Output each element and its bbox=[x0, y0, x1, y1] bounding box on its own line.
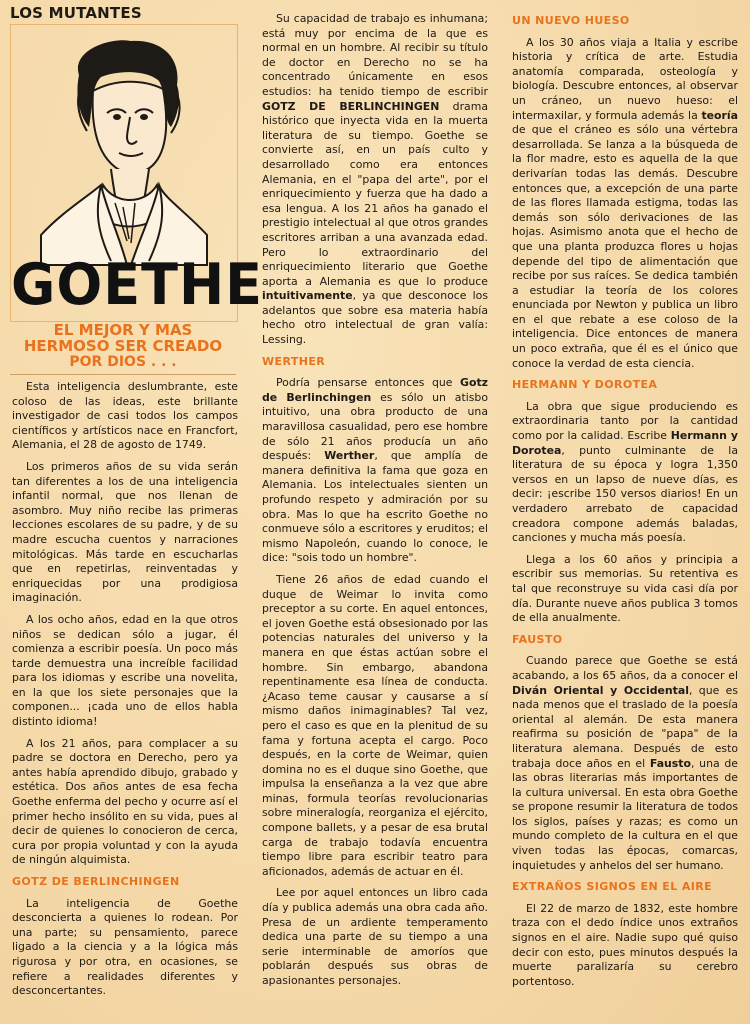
text-run: Podría pensarse entonces que bbox=[276, 376, 461, 390]
subtitle bbox=[10, 322, 236, 370]
paragraph: Lee por aquel entonces un libro cada día y publica además una obra cada año. Presa de un ardiente temperamento dedica una parte de su tiempo a una serie interminable de amoríos que poblarán después sus obras de apasionantes personajes. bbox=[262, 886, 488, 987]
text-run: , punto culminante de la literatura de su época y logra 1,350 versos en un lapso de nueve días, es decir: ¡escribe 150 versos diarios! En un verdadero arrebato de capacidad creadora compone además baladas, canciones y mucha más poesía. bbox=[512, 443, 738, 545]
paragraph: Llega a los 60 años y principia a escribir sus memorias. Su retentiva es tal que reconstruye su vida casi día por día. Durante nueve años publica 3 tomos de ella anualmente. bbox=[512, 552, 738, 625]
subtitle-line: HERMOSO SER CREADO bbox=[23, 337, 223, 355]
portrait-box bbox=[10, 24, 264, 322]
bold-run: Werther bbox=[324, 449, 375, 463]
text-run: , una de las obras literarias más importantes de la cultura universal. En esta obra Goethe se propone resumir la literatura de todos los siglos, países y razas; es como un mundo completo de la cultura en el que viven todas las épocas, comarcas, inquietudes y anhelos del ser humano. bbox=[512, 756, 738, 872]
paragraph bbox=[512, 36, 738, 372]
text-run: A los 30 años viaja a Italia y escribe historia y crítica de arte. Estudia anatomía comparada, osteología y biología. Descubre entonces, al observar un cráneo, un nuevo hueso: el intermaxilar, y formula además la bbox=[512, 35, 738, 122]
bold-run: GOTZ DE BERLINCHINGEN bbox=[262, 99, 440, 113]
subtitle-line: POR DIOS . . . bbox=[69, 354, 177, 370]
bold-run: teoría bbox=[701, 108, 738, 122]
paragraph: El 22 de marzo de 1832, este hombre traza con el dedo índice unos extraños signos en el aire. Nadie supo qué quiso decir con esto, pues minutos después la muerte paralizaría su cerebro portentoso. bbox=[512, 901, 738, 988]
paragraph bbox=[512, 400, 738, 546]
paragraph: Esta inteligencia deslumbrante, este coloso de las ideas, este brillante investigador de casi todos los campos científicos y artísticos nace en Francfort, Alemania, el 28 de agosto de 1749. bbox=[12, 380, 238, 452]
paragraph bbox=[512, 654, 738, 873]
bold-run: Diván Oriental y Occidental bbox=[512, 683, 689, 697]
bold-run: Hermann y Dorotea bbox=[512, 429, 738, 457]
column-1 bbox=[12, 380, 238, 1006]
bold-run: Fausto bbox=[649, 756, 691, 770]
bold-run: intuitivamente bbox=[262, 289, 353, 303]
section-heading: EXTRAÑOS SIGNOS EN EL AIRE bbox=[512, 880, 713, 894]
page-title: GOETHE bbox=[11, 251, 264, 318]
text-run: , que es nada menos que el traslado de la poesía oriental al alemán. De esta manera reafirma su posición de "papa" de la literatura alemana. Después de esto trabaja doce años en el bbox=[512, 683, 738, 770]
subtitle-line: EL MEJOR Y MAS bbox=[53, 321, 193, 339]
goethe-portrait-icon bbox=[31, 35, 217, 275]
paragraph bbox=[262, 376, 488, 566]
bold-run: Gotz de Berlinchingen bbox=[262, 376, 488, 404]
text-run: Su capacidad de trabajo es inhumana; está muy por encima de la que es normal en un hombre. Al recibir su título de doctor en Derecho no se ha concentrado únicamente en esos estudios: ha tenido tiempo de escribir bbox=[262, 12, 488, 98]
section-heading: UN NUEVO HUESO bbox=[512, 14, 630, 27]
section-heading: HERMANN Y DOROTEA bbox=[512, 378, 658, 392]
paragraph: Tiene 26 años de edad cuando el duque de Weimar lo invita como preceptor a su corte. En aquel entonces, el joven Goethe está obsesionado por las potencias naturales del universo y la manera en que éstas actúan sobre el hombre. Sin embargo, abandona repentinamente esa línea de conducta. ¿Acaso teme causar y causarse a sí mismo daños inimaginables? Tal vez, pero el caso es que en la plenitud de su fama y fortuna acepta el cargo. Poco después, en la corte de Weimar, quien domina no es el duque sino Goethe, que impulsa la enseñanza a la vez que abre minas, formula teorías revolucionarias sobre mineralogía, reorganiza el ejército, compone ballets, y a pesar de esa brutal carga de trabajo todavía encuentra tiempo libre para escribir teatro para aficionados, además de actuar en él. bbox=[262, 572, 488, 878]
text-run: , ya que desconoce los adelantos que sobre esa materia había hecho otro intelectual de gran valía: Lessing. bbox=[262, 289, 488, 347]
paragraph: A los ocho años, edad en la que otros niños se dedican sólo a jugar, él comienza a escribir poesía. Un poco más tarde demuestra una increíble facilidad para los idiomas y escribe una novelita, en la que los siete personajes que la componen... ¡cada uno de ellos habla distinto idioma! bbox=[12, 612, 238, 729]
text-run: es sólo un atisbo intuitivo, una obra producto de una maravillosa casualidad, pero ese hombre de sólo 21 años producía un año después: bbox=[262, 390, 488, 463]
text-run: La obra que sigue produciendo es extraordinaria tanto por la cantidad como por la calidad. Escribe bbox=[512, 399, 738, 443]
text-run: , que amplía de manera definitiva la fama que goza en Alemania. Los intelectuales sienten un profundo respeto y admiración por su obra. Mas lo que ha escrito Goethe no conmueve sólo a escritores y eruditos; el mismo Napoleón, cuando lo conoce, le dice: "sois todo un hombre". bbox=[262, 449, 488, 565]
text-run: de que el cráneo es sólo una vértebra desarrollada. Se lanza a la búsqueda de la flor madre, esto es aquella de la que derivarían todas las demás. Descubre entonces que, a excepción de una parte de las flores llamada estigma, todas las demás son sólo derivaciones de las hojas. Asimismo anota que el hecho de que una planta produzca flores u hojas depende del tipo de alimentación que recibe por sus raíces. Se dedica también a estudiar la teoría de los colores enunciada por Newton y publica un libro en el que rebate a ese coloso de la inteligencia. Dice entonces de manera un poco extraña, que él es el único que conoce la verdad de esta ciencia. bbox=[512, 123, 738, 370]
paragraph: La inteligencia de Goethe desconcierta a quienes lo rodean. Por una parte; su pensamiento, parece ligado a la ciencia y a la lógica más rigurosa y por otra, en ocasiones, se refiere a realidades diferentes y desconcertantes. bbox=[12, 896, 238, 998]
paragraph: Los primeros años de su vida serán tan diferentes a los de una inteligencia infantil normal, que nos llenan de asombro. Muy niño recibe las primeras lecciones escolares de su padre, y de su madre escucha cuentos y narraciones mitológicas. Más tarde en escucharlas que en repetirlas, reinventadas y enriquecidas por una prodigiosa imaginación. bbox=[12, 459, 238, 605]
column-2 bbox=[262, 12, 488, 996]
section-heading: FAUSTO bbox=[512, 632, 563, 646]
text-run: drama histórico que inyecta vida en la muerta literatura de su tiempo. Goethe se convierte así, en un país culto y desarrollado como era entonces Alemania, en el "papa del arte", por el enriquecimiento y fuerza que ha dado a esa lengua. A los 21 años ha ganado el prestigio intelectual al que otros grandes escritores arriban a una avanzada edad. Pero lo extraordinario del enriquecimiento literario que Goethe aporta a Alemania es que lo produce bbox=[262, 99, 489, 288]
column-3 bbox=[512, 14, 738, 996]
divider bbox=[10, 374, 236, 375]
text-run: Cuando parece que Goethe se está acabando, a los 65 años, da a conocer el bbox=[512, 654, 738, 682]
paragraph bbox=[262, 12, 488, 348]
section-tag: LOS MUTANTES bbox=[10, 4, 142, 22]
section-heading: GOTZ DE BERLINCHINGEN bbox=[12, 875, 180, 888]
section-heading: WERTHER bbox=[262, 354, 326, 368]
paragraph: A los 21 años, para complacer a su padre se doctora en Derecho, pero ya antes había aprendido dibujo, grabado y estética. Dos años antes de esa fecha Goethe enferma del pecho y ocurre así el primer hecho insólito en su vida, pues al decir de quienes lo conocieron de cerca, cura por propia voluntad y con la ayuda de ningún alquimista. bbox=[12, 736, 238, 867]
